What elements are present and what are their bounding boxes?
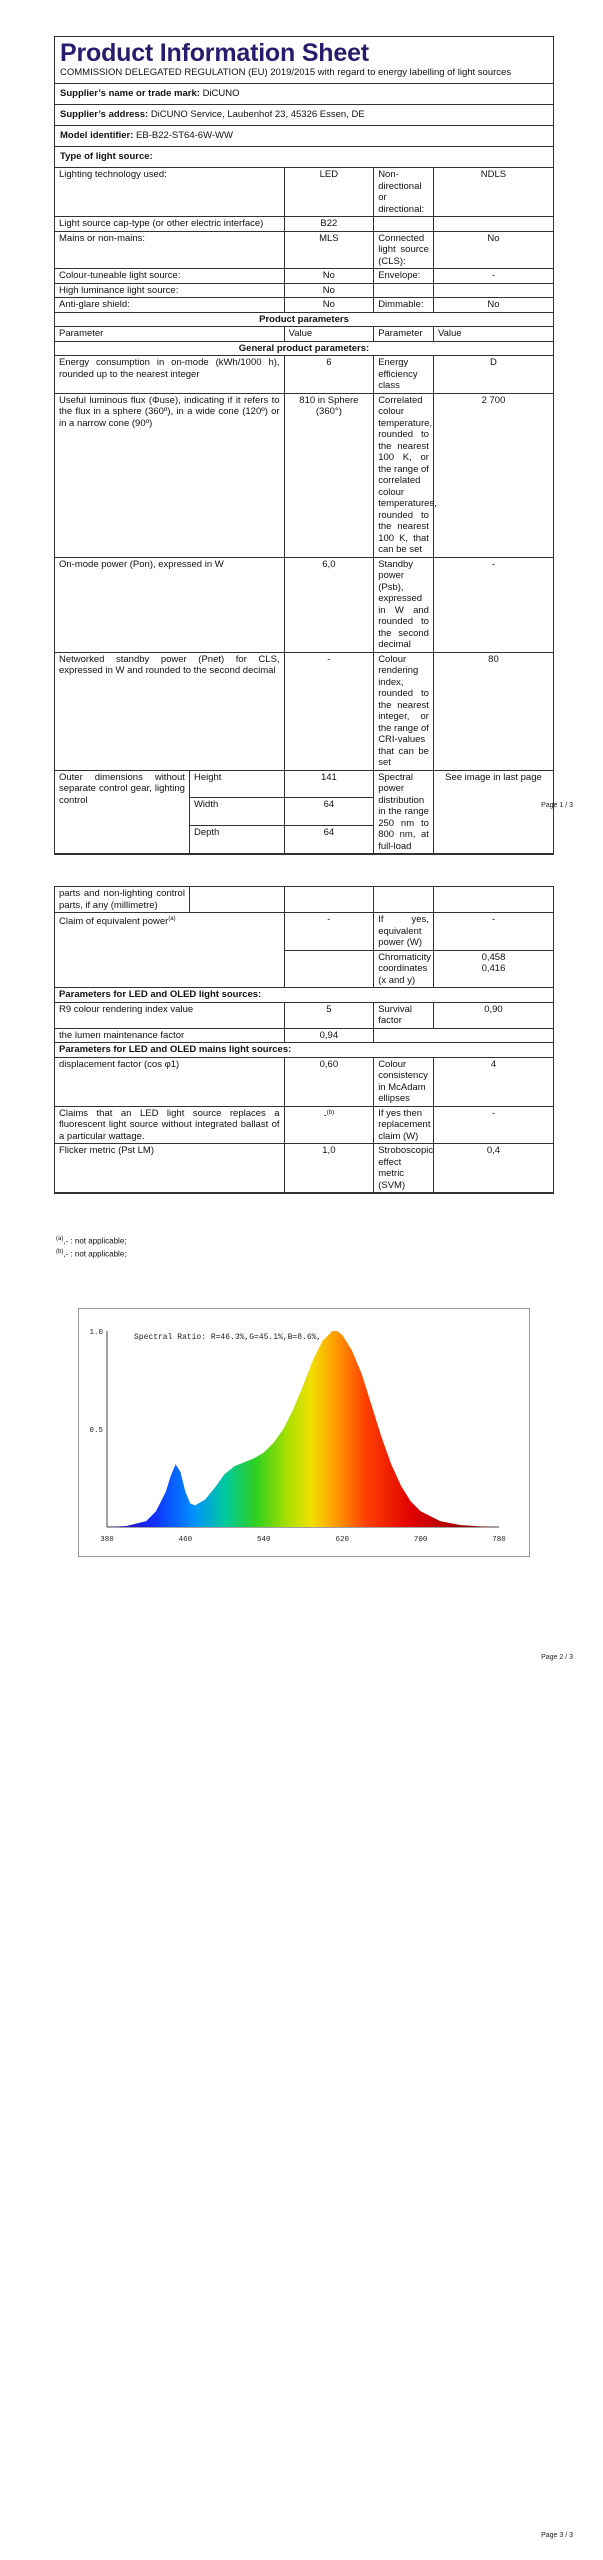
- displacement-label: displacement factor (cos φ1): [55, 1057, 284, 1106]
- colour-consistency-label: Colour consistency in McAdam ellipses: [374, 1057, 434, 1106]
- param-value: [433, 283, 553, 298]
- supplier-address: DiCUNO Service, Laubenhof 23, 45326 Essen, DE: [150, 109, 365, 120]
- empty-cell: [374, 887, 434, 913]
- supplier-address-row: [55, 105, 553, 126]
- footnote-b-ref: (b): [326, 1109, 335, 1116]
- param-value: NDLS: [433, 168, 553, 217]
- dimension-name: Width: [189, 798, 284, 826]
- param-value: MLS: [284, 231, 374, 269]
- param-label: Connected light source (CLS):: [374, 231, 434, 269]
- param-label: Standby power (Psb), expressed in W and rounded to the second decimal: [374, 557, 434, 652]
- table-row: [55, 168, 553, 217]
- flicker-value: 1,0: [284, 1144, 374, 1193]
- model-identifier: EB-B22-ST64-6W-WW: [136, 130, 233, 141]
- param-label: Mains or non-mains:: [55, 231, 284, 269]
- table-row: [55, 298, 553, 313]
- param-label: Correlated colour temperature, rounded to the nearest 100 K, or the range of correlated colour temperatures, rounded to the nearest 100 K, that can be set: [374, 393, 434, 557]
- type-heading: Type of light source:: [60, 151, 153, 162]
- footnote-a: [56, 1234, 127, 1247]
- r9-label: R9 colour rendering index value: [55, 1002, 284, 1028]
- param-label: Light source cap-type (or other electric interface): [55, 217, 284, 232]
- outer-dimensions-label: Outer dimensions without separate control gear, lighting control: [55, 770, 189, 854]
- spd-value: See image in last page: [433, 770, 553, 854]
- chromaticity-value: [433, 950, 553, 988]
- empty-cell: [433, 887, 553, 913]
- product-information-table-continued: [54, 886, 554, 1194]
- param-value: No: [284, 298, 374, 313]
- param-value: 2 700: [433, 393, 553, 557]
- empty-cell: [284, 887, 374, 913]
- supplier-address-label: Supplier’s address:: [60, 109, 149, 120]
- page-number-3: Page 3 / 3: [541, 2532, 573, 2539]
- product-params-heading: Product parameters: [55, 312, 553, 327]
- table-row: [55, 557, 553, 652]
- param-value: LED: [284, 168, 374, 217]
- param-label: Lighting technology used:: [55, 168, 284, 217]
- column-header: Parameter: [55, 327, 284, 342]
- param-label: Envelope:: [374, 269, 434, 284]
- model-label: Model identifier:: [60, 130, 134, 141]
- table-row: [55, 231, 553, 269]
- dimension-name: Height: [189, 770, 284, 798]
- footnote-b-marker: (b): [56, 1248, 64, 1255]
- product-information-table: [54, 36, 554, 855]
- x-tick-label: 460: [178, 1536, 193, 1544]
- column-header-row: [55, 327, 553, 342]
- table-row: [55, 1028, 553, 1043]
- empty-cell: [189, 887, 284, 913]
- param-label: Dimmable:: [374, 298, 434, 313]
- section-heading-row: [55, 341, 553, 356]
- parameters-grid-continued: [55, 886, 553, 1193]
- section-heading-row: [55, 312, 553, 327]
- param-value: B22: [284, 217, 374, 232]
- chromaticity-label: Chromaticity coordinates (x and y): [374, 950, 434, 988]
- column-header: Parameter: [374, 327, 434, 342]
- page-title: Product Information Sheet: [60, 39, 369, 67]
- param-value: No: [284, 283, 374, 298]
- stroboscopic-value: 0,4: [433, 1144, 553, 1193]
- param-value: [433, 217, 553, 232]
- mains-params-heading: Parameters for LED and OLED mains light sources:: [55, 1043, 553, 1058]
- header-block: [55, 37, 553, 84]
- parameters-grid: [55, 168, 553, 854]
- fluorescent-claim-label: Claims that an LED light source replaces a fluorescent light source without integrated ballast of a particular wattage.: [55, 1106, 284, 1144]
- x-tick-label: 700: [413, 1536, 428, 1544]
- param-label: Useful luminous flux (Φuse), indicating if it refers to the flux in a sphere (360º), in a wide cone (120º) or in a narrow cone (90º): [55, 393, 284, 557]
- table-row: [55, 1057, 553, 1106]
- param-label: Non-directional or directional:: [374, 168, 434, 217]
- x-tick-label: 620: [335, 1536, 349, 1544]
- footnote-a-text: ,- : not applicable;: [63, 1236, 127, 1246]
- spectral-chart-frame: [78, 1308, 530, 1557]
- led-params-heading: Parameters for LED and OLED light sources:: [55, 988, 553, 1003]
- lumen-maintenance-value: 0,94: [284, 1028, 374, 1043]
- table-row: [55, 913, 553, 951]
- table-row: [55, 770, 553, 798]
- table-row: [55, 356, 553, 394]
- column-header: Value: [433, 327, 553, 342]
- param-label: High luminance light source:: [55, 283, 284, 298]
- table-row: [55, 887, 553, 913]
- table-row: [55, 217, 553, 232]
- displacement-value: 0,60: [284, 1057, 374, 1106]
- flicker-label: Flicker metric (Pst LM): [55, 1144, 284, 1193]
- param-label: Energy consumption in on-mode (kWh/1000 h), rounded up to the nearest integer: [55, 356, 284, 394]
- param-label: Energy efficiency class: [374, 356, 434, 394]
- page-number-2: Page 2 / 3: [541, 1654, 573, 1661]
- survival-value: 0,90: [433, 1002, 553, 1028]
- param-value: 810 in Sphere (360°): [284, 393, 374, 557]
- table-row: [55, 1002, 553, 1028]
- general-params-heading: General product parameters:: [55, 341, 553, 356]
- param-value: No: [433, 298, 553, 313]
- equivalent-power-label: If yes, equivalent power (W): [374, 913, 434, 951]
- table-row: [55, 393, 553, 557]
- dimension-value: 141: [284, 770, 374, 798]
- supplier-name: DiCUNO: [202, 88, 240, 99]
- param-label: Colour-tuneable light source:: [55, 269, 284, 284]
- dimension-name: Depth: [189, 826, 284, 854]
- lumen-maintenance-label: the lumen maintenance factor: [55, 1028, 284, 1043]
- replacement-label: If yes then replacement claim (W): [374, 1106, 434, 1144]
- empty-cell: [284, 950, 374, 988]
- supplier-name-row: [55, 84, 553, 105]
- table-row: [55, 652, 553, 770]
- param-label: Colour rendering index, rounded to the nearest integer, or the range of CRI-values that can be set: [374, 652, 434, 770]
- type-heading-row: [55, 147, 553, 168]
- spd-label: Spectral power distribution in the range 250 nm to 800 nm, at full-load: [374, 770, 434, 854]
- param-label: Networked standby power (Pnet) for CLS, expressed in W and rounded to the second decimal: [55, 652, 284, 770]
- x-tick-label: 540: [257, 1536, 271, 1544]
- param-label: [374, 217, 434, 232]
- spectral-power-chart: [79, 1309, 529, 1556]
- dimension-value: 64: [284, 826, 374, 854]
- footnote-b-text: ,- : not applicable;: [63, 1249, 127, 1259]
- colour-consistency-value: 4: [433, 1057, 553, 1106]
- replacement-value: -: [433, 1106, 553, 1144]
- section-heading-row: [55, 1043, 553, 1058]
- y-tick-label: 1.0: [89, 1329, 103, 1337]
- regulation-text: COMMISSION DELEGATED REGULATION (EU) 2019/2015 with regard to energy labelling of light sources: [60, 67, 512, 78]
- param-value: No: [433, 231, 553, 269]
- param-value: -: [433, 557, 553, 652]
- param-value: -: [284, 652, 374, 770]
- chart-title: Spectral Ratio: R=46.3%,G=45.1%,B=8.6%,: [134, 1333, 322, 1342]
- table-row: [55, 283, 553, 298]
- y-tick-label: 0.5: [89, 1427, 103, 1435]
- param-label: On-mode power (Pon), expressed in W: [55, 557, 284, 652]
- r9-value: 5: [284, 1002, 374, 1028]
- x-tick-label: 780: [492, 1536, 506, 1544]
- spectral-curve-area: [107, 1331, 499, 1527]
- footnotes: [56, 1234, 127, 1259]
- dimension-value: 64: [284, 798, 374, 826]
- claim-equivalent-value: -: [284, 913, 374, 951]
- survival-label: Survival factor: [374, 1002, 434, 1028]
- supplier-name-label: Supplier’s name or trade mark:: [60, 88, 200, 99]
- claim-equivalent-power: [55, 913, 284, 988]
- outer-dimensions-continued: parts and non-lighting control parts, if any (millimetre): [55, 887, 189, 913]
- section-heading-row: [55, 988, 553, 1003]
- table-row: [55, 1144, 553, 1193]
- stroboscopic-label: Stroboscopic effect metric (SVM): [374, 1144, 434, 1193]
- model-row: [55, 126, 553, 147]
- equivalent-power-value: -: [433, 913, 553, 951]
- param-label: [374, 283, 434, 298]
- empty-cell: [374, 1028, 553, 1043]
- claim-equivalent-label: Claim of equivalent power: [59, 916, 169, 928]
- footnote-a-marker: (a): [56, 1236, 64, 1242]
- param-value: -: [433, 269, 553, 284]
- x-tick-label: 380: [100, 1536, 114, 1544]
- chromaticity-x: 0,458: [481, 951, 506, 963]
- column-header: Value: [284, 327, 374, 342]
- param-value: D: [433, 356, 553, 394]
- table-row: [55, 269, 553, 284]
- footnote-b: [56, 1247, 127, 1260]
- page-number-1: Page 1 / 3: [541, 802, 573, 809]
- param-value: 80: [433, 652, 553, 770]
- fluorescent-claim-value: [284, 1106, 374, 1144]
- chromaticity-y: 0,416: [481, 963, 506, 974]
- footnote-a-ref: (a): [168, 916, 176, 922]
- param-value: No: [284, 269, 374, 284]
- param-value: 6,0: [284, 557, 374, 652]
- param-label: Anti-glare shield:: [55, 298, 284, 313]
- fluorescent-value: -: [323, 1109, 327, 1121]
- param-value: 6: [284, 356, 374, 394]
- table-row: [55, 1106, 553, 1144]
